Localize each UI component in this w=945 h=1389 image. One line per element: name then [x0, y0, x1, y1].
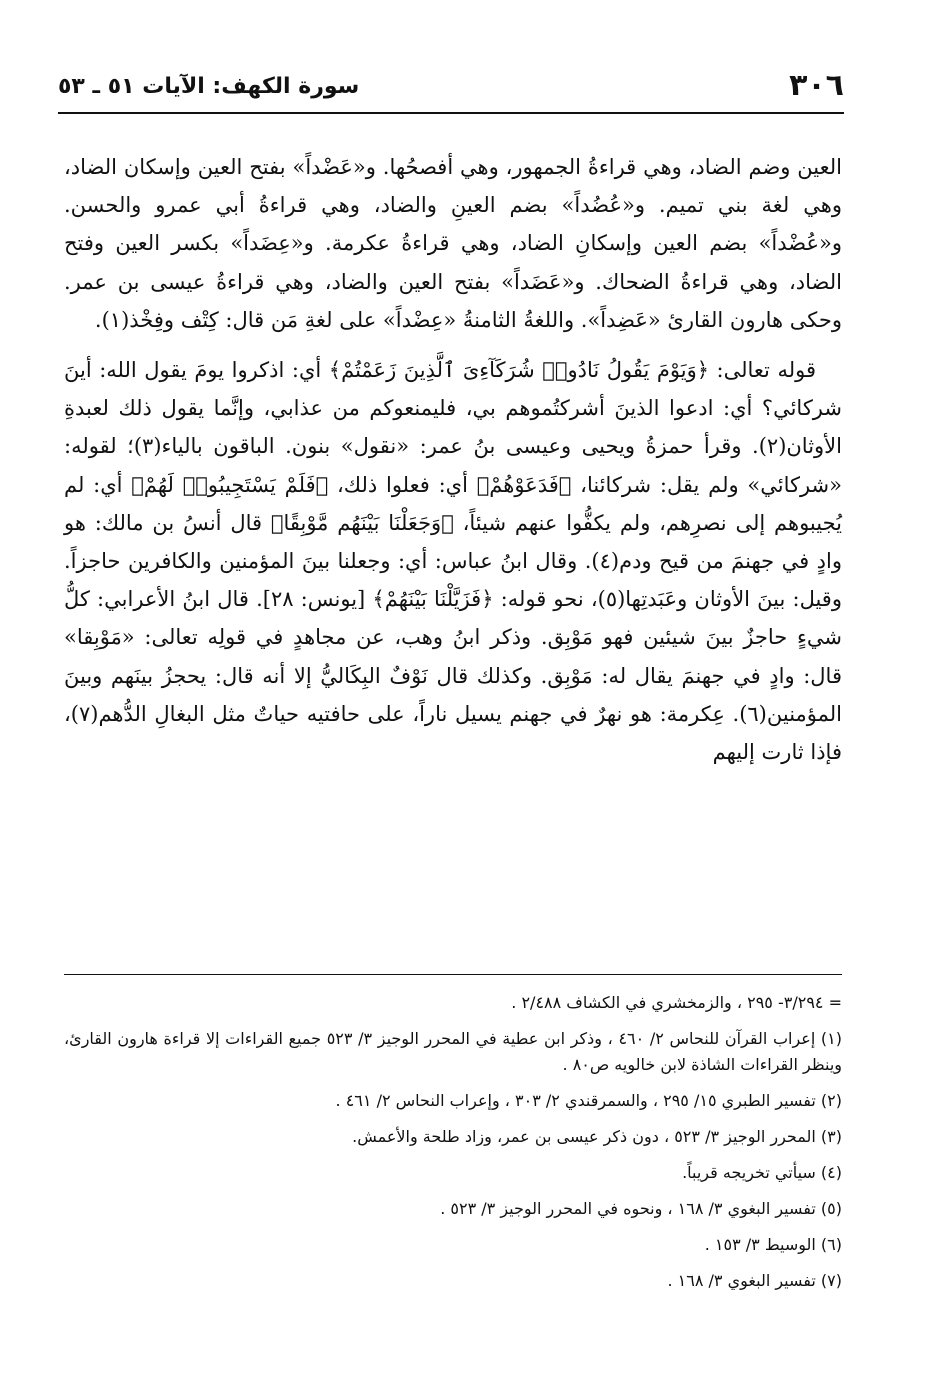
main-text — [64, 148, 842, 771]
footnote-continuation: = ٣/٢٩٤- ٢٩٥ ، والزمخشري في الكشاف ٢/٤٨٨ . — [511, 993, 842, 1012]
footnotes — [64, 990, 842, 1304]
footnote-5: (٥) تفسير البغوي ٣/ ١٦٨ ، ونحوه في المحرر الوجيز ٣/ ٥٢٣ . — [440, 1199, 842, 1218]
running-title: سورة الكهف: الآيات ٥١ ـ ٥٣ — [58, 74, 360, 99]
footnote-3: (٣) المحرر الوجيز ٣/ ٥٢٣ ، دون ذكر عيسى بن عمر، وزاد طلحة والأعمش. — [352, 1127, 842, 1146]
paragraph: العين وضم الضاد، وهي قراءةُ الجمهور، وهي أفصحُها. و«عَضْداً» بفتح العين وإسكان الضاد، وهي لغة بني تميم. و«عُضُداً» بضم العينِ والضاد، وهي قراءةُ أبي عمرو والحسن. و«عُضْداً» بضم العين وإسكانِ الضاد، وهي قراءةُ عكرمة. و«عِضَداً» بكسر العين وفتح الضاد، وهي قراءةُ الضحاك. و«عَضَداً» بفتح العين والضاد، وهي قراءةُ عيسى بن عمر. وحكى هارون القارئ «عَضِداً». واللغةُ الثامنةُ «عِضْداً» على لغةِ مَن قال: كِتْف وفِخْذ(١). — [64, 155, 842, 332]
footnote-7: (٧) تفسير البغوي ٣/ ١٦٨ . — [667, 1271, 842, 1290]
paragraph: قوله تعالى: ﴿وَيَوْمَ يَقُولُ نَادُوا۟ شُرَكَآءِىَ ٱلَّذِينَ زَعَمْتُمْ﴾ أي: اذكروا يومَ يقول الله: أينَ شركائي؟ أي: ادعوا الذينَ أشركتُموهم بي، فليمنعوكم من عذابي، وإنَّما يقول ذلك لعبدةِ الأوثان(٢). وقرأ حمزةُ ويحيى وعيسى بنُ عمر: «نقول» بنون. الباقون بالياء(٣)؛ لقوله: «شركائي» ولم يقل: شركائنا، ﴿فَدَعَوْهُمْ﴾ أي: فعلوا ذلك، ﴿فَلَمْ يَسْتَجِيبُوا۟ لَهُمْ﴾ أي: لم يُجيبوهم إلى نصرِهم، ولم يكفُّوا عنهم شيئاً، ﴿وَجَعَلْنَا بَيْنَهُم مَّوْبِقًا﴾ قال أنسُ بن مالك: هو وادٍ في جهنمَ من قيح ودم(٤). وقال ابنُ عباس: أي: وجعلنا بينَ المؤمنين والكافرين حاجزاً. وقيل: بينَ الأوثان وعَبَدتِها(٥)، نحو قوله: ﴿فَزَيَّلْنَا بَيْنَهُمْ﴾ [يونس: ٢٨]. قال ابنُ الأعرابي: كلُّ شيءٍ حاجزٌ بينَ شيئين فهو مَوْبِق. وذكر ابنُ وهب، عن مجاهدٍ في قولِه تعالى: «مَوْبِقا» قال: وادٍ في جهنمَ يقال له: مَوْبِق. وكذلك قال نَوْفٌ البِكَاليُّ إلا أنه قال: يحجزُ بينَهم وبينَ المؤمنين(٦). عِكرمة: هو نهرٌ في جهنم يسيل ناراً، على حافتيه حياتٌ مثل البغالِ الدُّهم(٧)، فإذا ثارت إليهم — [64, 358, 842, 765]
page-header — [58, 66, 844, 114]
footnote-2: (٢) تفسير الطبري ١٥/ ٢٩٥ ، والسمرقندي ٢/ ٣٠٣ ، وإعراب النحاس ٢/ ٤٦١ . — [335, 1091, 842, 1110]
footnote-4: (٤) سيأتي تخريجه قريباً. — [682, 1163, 842, 1182]
footnote-divider — [64, 974, 842, 975]
page-number: ٣٠٦ — [789, 68, 844, 103]
footnote-1: (١) إعراب القرآن للنحاس ٢/ ٤٦٠ ، وذكر ابن عطية في المحرر الوجيز ٣/ ٥٢٣ جميع القراءات إلا قراءة هارون القارئ، وينظر القراءات الشاذة لابن خالويه ص٨٠ . — [64, 1029, 843, 1074]
footnote-6: (٦) الوسيط ٣/ ١٥٣ . — [704, 1235, 842, 1254]
